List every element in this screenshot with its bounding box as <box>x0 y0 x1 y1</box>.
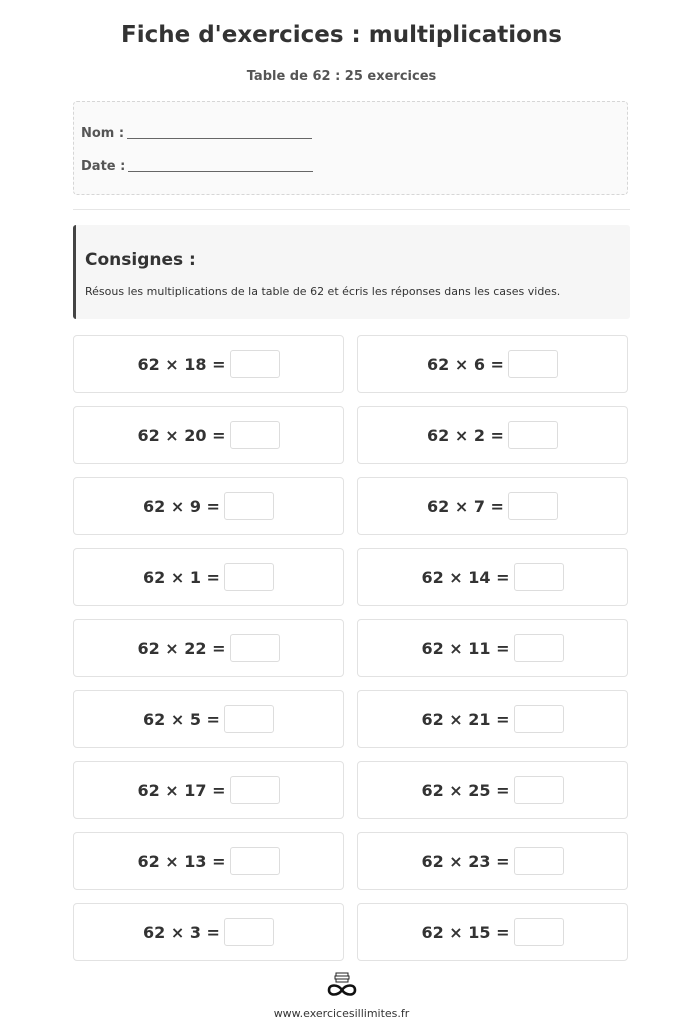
exercise-card <box>73 406 344 464</box>
answer-box[interactable] <box>224 918 274 946</box>
exercise-card <box>73 690 344 748</box>
infinity-books-logo-icon <box>325 971 359 999</box>
page-subtitle: Table de 62 : 25 exercices <box>246 69 437 84</box>
exercise-card <box>73 548 344 606</box>
exercise-card <box>73 477 344 535</box>
instructions-heading: Consignes : <box>85 250 196 270</box>
exercise-expression: 62 × 9 = <box>143 496 220 516</box>
exercise-expression: 62 × 17 = <box>137 780 226 800</box>
exercise-expression: 62 × 22 = <box>137 638 226 658</box>
exercise-expression: 62 × 1 = <box>143 567 220 587</box>
answer-box[interactable] <box>230 847 280 875</box>
answer-box[interactable] <box>514 776 564 804</box>
answer-box[interactable] <box>514 563 564 591</box>
exercise-card <box>357 477 628 535</box>
answer-box[interactable] <box>508 421 558 449</box>
exercise-card <box>357 406 628 464</box>
answer-box[interactable] <box>224 705 274 733</box>
footer-website-url[interactable]: www.exercicesillimites.fr <box>273 1007 410 1020</box>
answer-box[interactable] <box>224 492 274 520</box>
exercise-expression: 62 × 18 = <box>137 354 226 374</box>
exercise-card <box>73 335 344 393</box>
exercise-expression: 62 × 3 = <box>143 922 220 942</box>
exercise-expression: 62 × 15 = <box>421 922 510 942</box>
exercise-expression: 62 × 13 = <box>137 851 226 871</box>
exercise-expression: 62 × 14 = <box>421 567 510 587</box>
exercise-expression: 62 × 7 = <box>427 496 504 516</box>
exercise-card <box>357 619 628 677</box>
exercise-expression: 62 × 11 = <box>421 638 510 658</box>
name-label: Nom : <box>81 126 125 141</box>
answer-box[interactable] <box>230 776 280 804</box>
answer-box[interactable] <box>230 350 280 378</box>
exercise-card <box>73 903 344 961</box>
date-blank[interactable] <box>128 171 313 172</box>
page-title: Fiche d'exercices : multiplications <box>121 22 562 48</box>
exercise-card <box>73 832 344 890</box>
exercise-card <box>357 690 628 748</box>
exercise-card <box>357 832 628 890</box>
answer-box[interactable] <box>508 350 558 378</box>
separator <box>73 209 630 210</box>
exercise-expression: 62 × 5 = <box>143 709 220 729</box>
exercise-card <box>73 761 344 819</box>
answer-box[interactable] <box>514 918 564 946</box>
name-blank[interactable] <box>127 138 312 139</box>
answer-box[interactable] <box>508 492 558 520</box>
instructions-text: Résous les multiplications de la table de 62 et écris les réponses dans les cases vides. <box>85 285 561 298</box>
exercise-expression: 62 × 20 = <box>137 425 226 445</box>
exercise-expression: 62 × 25 = <box>421 780 510 800</box>
exercise-card <box>357 335 628 393</box>
date-line <box>81 159 313 174</box>
exercise-expression: 62 × 21 = <box>421 709 510 729</box>
answer-box[interactable] <box>230 421 280 449</box>
exercise-expression: 62 × 6 = <box>427 354 504 374</box>
exercise-expression: 62 × 23 = <box>421 851 510 871</box>
answer-box[interactable] <box>230 634 280 662</box>
instructions-box <box>73 225 630 319</box>
exercise-card <box>357 548 628 606</box>
date-label: Date : <box>81 159 126 174</box>
name-line <box>81 126 312 141</box>
exercise-card <box>357 761 628 819</box>
answer-box[interactable] <box>514 847 564 875</box>
exercise-card <box>73 619 344 677</box>
answer-box[interactable] <box>224 563 274 591</box>
exercise-expression: 62 × 2 = <box>427 425 504 445</box>
answer-box[interactable] <box>514 634 564 662</box>
answer-box[interactable] <box>514 705 564 733</box>
student-info-box <box>73 101 628 195</box>
exercise-card <box>357 903 628 961</box>
